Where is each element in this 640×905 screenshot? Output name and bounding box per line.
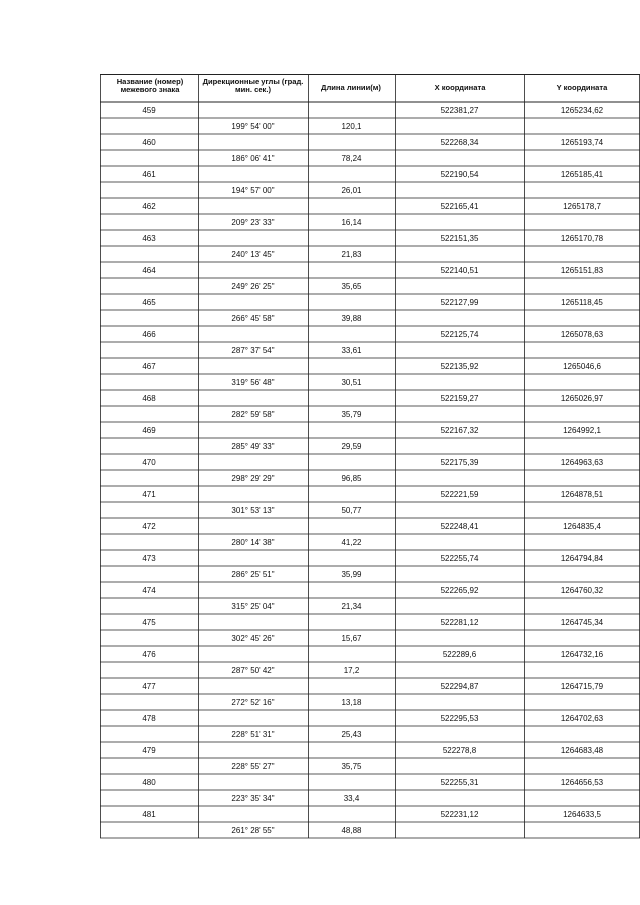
x-coordinate: 522231,12 bbox=[440, 810, 479, 819]
line-length: 21,34 bbox=[341, 602, 362, 611]
header-y-coordinate: Y координата bbox=[556, 83, 608, 92]
y-coordinate: 1264878,51 bbox=[560, 490, 604, 499]
directional-angle: 285° 49' 33" bbox=[231, 442, 275, 451]
directional-angle: 228° 51' 31" bbox=[231, 730, 275, 739]
point-name: 479 bbox=[142, 746, 156, 755]
line-length: 96,85 bbox=[341, 474, 362, 483]
line-length: 33,4 bbox=[343, 794, 360, 803]
directional-angle: 315° 25' 04" bbox=[231, 602, 275, 611]
line-length: 50,77 bbox=[341, 506, 362, 515]
x-coordinate: 522281,12 bbox=[440, 618, 479, 627]
point-name: 472 bbox=[142, 522, 156, 531]
x-coordinate: 522167,32 bbox=[440, 426, 479, 435]
line-length: 15,67 bbox=[341, 634, 362, 643]
directional-angle: 194° 57' 00" bbox=[231, 186, 275, 195]
point-name: 475 bbox=[142, 618, 156, 627]
directional-angle: 282° 59' 58" bbox=[231, 410, 275, 419]
y-coordinate: 1264745,34 bbox=[560, 618, 604, 627]
header-length: Длина линии(м) bbox=[321, 83, 381, 92]
x-coordinate: 522125,74 bbox=[440, 330, 479, 339]
y-coordinate: 1264702,63 bbox=[560, 714, 604, 723]
line-length: 120,1 bbox=[341, 122, 362, 131]
x-coordinate: 522127,99 bbox=[440, 298, 479, 307]
point-name: 462 bbox=[142, 202, 156, 211]
line-length: 29,59 bbox=[341, 442, 362, 451]
point-name: 459 bbox=[142, 106, 156, 115]
directional-angle: 240° 13' 45" bbox=[231, 250, 275, 259]
point-name: 465 bbox=[142, 298, 156, 307]
point-name: 480 bbox=[142, 778, 156, 787]
boundary-coordinates-table bbox=[100, 74, 640, 835]
x-coordinate: 522135,92 bbox=[440, 362, 479, 371]
y-coordinate: 1264794,84 bbox=[560, 554, 604, 563]
directional-angle: 261° 28' 55" bbox=[231, 826, 275, 835]
x-coordinate: 522295,53 bbox=[440, 714, 479, 723]
x-coordinate: 522159,27 bbox=[440, 394, 479, 403]
point-name: 464 bbox=[142, 266, 156, 275]
line-length: 78,24 bbox=[341, 154, 362, 163]
point-name: 468 bbox=[142, 394, 156, 403]
line-length: 13,18 bbox=[341, 698, 362, 707]
x-coordinate: 522381,27 bbox=[440, 106, 479, 115]
directional-angle: 287° 50' 42" bbox=[231, 666, 275, 675]
y-coordinate: 1264683,48 bbox=[560, 746, 604, 755]
y-coordinate: 1265178,7 bbox=[563, 202, 601, 211]
x-coordinate: 522255,31 bbox=[440, 778, 479, 787]
point-name: 460 bbox=[142, 138, 156, 147]
point-name: 470 bbox=[142, 458, 156, 467]
x-coordinate: 522265,92 bbox=[440, 586, 479, 595]
x-coordinate: 522221,59 bbox=[440, 490, 479, 499]
y-coordinate: 1265026,97 bbox=[560, 394, 604, 403]
y-coordinate: 1264835,4 bbox=[563, 522, 601, 531]
line-length: 41,22 bbox=[341, 538, 362, 547]
point-name: 477 bbox=[142, 682, 156, 691]
line-length: 16,14 bbox=[341, 218, 362, 227]
y-coordinate: 1265118,45 bbox=[561, 298, 603, 307]
line-length: 17,2 bbox=[343, 666, 360, 675]
point-name: 474 bbox=[142, 586, 156, 595]
y-coordinate: 1264633,5 bbox=[563, 810, 601, 819]
y-coordinate: 1265185,41 bbox=[560, 170, 604, 179]
y-coordinate: 1264760,32 bbox=[560, 586, 604, 595]
y-coordinate: 1264715,79 bbox=[560, 682, 604, 691]
y-coordinate: 1265234,62 bbox=[560, 106, 604, 115]
x-coordinate: 522190,54 bbox=[440, 170, 479, 179]
x-coordinate: 522294,87 bbox=[440, 682, 479, 691]
point-name: 463 bbox=[142, 234, 156, 243]
directional-angle: 199° 54' 00" bbox=[231, 122, 275, 131]
x-coordinate: 522151,35 bbox=[440, 234, 479, 243]
directional-angle: 298° 29' 29" bbox=[231, 474, 275, 483]
directional-angle: 280° 14' 38" bbox=[231, 538, 275, 547]
point-name: 473 bbox=[142, 554, 156, 563]
point-name: 461 bbox=[142, 170, 156, 179]
x-coordinate: 522175,39 bbox=[440, 458, 479, 467]
y-coordinate: 1265151,83 bbox=[560, 266, 604, 275]
directional-angle: 319° 56' 48" bbox=[231, 378, 275, 387]
line-length: 21,83 bbox=[341, 250, 362, 259]
line-length: 48,88 bbox=[341, 826, 362, 835]
y-coordinate: 1264732,16 bbox=[560, 650, 604, 659]
directional-angle: 266° 45' 58" bbox=[231, 314, 275, 323]
line-length: 26,01 bbox=[341, 186, 362, 195]
line-length: 35,79 bbox=[341, 410, 362, 419]
line-length: 30,51 bbox=[341, 378, 362, 387]
point-name: 466 bbox=[142, 330, 156, 339]
line-length: 35,99 bbox=[341, 570, 362, 579]
directional-angle: 209° 23' 33" bbox=[231, 218, 275, 227]
line-length: 35,65 bbox=[341, 282, 362, 291]
directional-angle: 272° 52' 16" bbox=[231, 698, 275, 707]
directional-angle: 186° 06' 41" bbox=[231, 154, 275, 163]
directional-angle: 302° 45' 26" bbox=[231, 634, 275, 643]
header-angle: Дирекционные углы (град. мин. сек.) bbox=[202, 77, 304, 94]
x-coordinate: 522140,51 bbox=[440, 266, 479, 275]
y-coordinate: 1265170,78 bbox=[560, 234, 604, 243]
point-name: 467 bbox=[142, 362, 156, 371]
x-coordinate: 522255,74 bbox=[440, 554, 479, 563]
directional-angle: 286° 25' 51" bbox=[231, 570, 275, 579]
y-coordinate: 1264992,1 bbox=[563, 426, 601, 435]
x-coordinate: 522278,8 bbox=[442, 746, 477, 755]
header-name: Название (номер) межевого знака bbox=[116, 77, 184, 94]
directional-angle: 287° 37' 54" bbox=[231, 346, 275, 355]
directional-angle: 223° 35' 34" bbox=[231, 794, 275, 803]
x-coordinate: 522165,41 bbox=[440, 202, 479, 211]
y-coordinate: 1264656,53 bbox=[560, 778, 604, 787]
directional-angle: 301° 53' 13" bbox=[231, 506, 275, 515]
directional-angle: 228° 55' 27" bbox=[231, 762, 275, 771]
x-coordinate: 522289,6 bbox=[442, 650, 477, 659]
line-length: 39,88 bbox=[341, 314, 362, 323]
line-length: 35,75 bbox=[341, 762, 362, 771]
x-coordinate: 522248,41 bbox=[440, 522, 479, 531]
point-name: 481 bbox=[142, 810, 156, 819]
y-coordinate: 1265193,74 bbox=[560, 138, 604, 147]
point-name: 471 bbox=[142, 490, 156, 499]
y-coordinate: 1265078,63 bbox=[560, 330, 604, 339]
directional-angle: 249° 26' 25" bbox=[231, 282, 275, 291]
y-coordinate: 1265046,6 bbox=[563, 362, 601, 371]
x-coordinate: 522268,34 bbox=[440, 138, 479, 147]
point-name: 478 bbox=[142, 714, 156, 723]
point-name: 469 bbox=[142, 426, 156, 435]
line-length: 33,61 bbox=[341, 346, 362, 355]
header-x-coordinate: X координата bbox=[434, 83, 486, 92]
y-coordinate: 1264963,63 bbox=[560, 458, 604, 467]
line-length: 25,43 bbox=[341, 730, 362, 739]
point-name: 476 bbox=[142, 650, 156, 659]
